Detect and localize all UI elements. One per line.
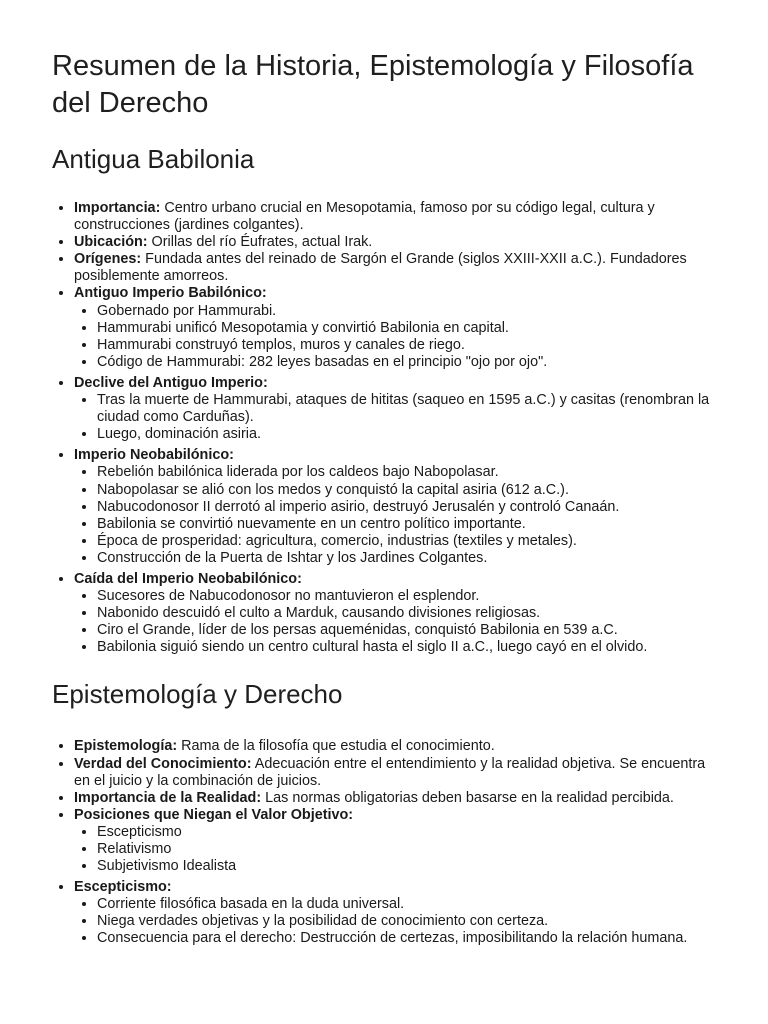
item-label: Verdad del Conocimiento:: [74, 755, 252, 772]
list-item: [74, 375, 722, 443]
sub-list-item: • Escepticismo: [97, 824, 722, 841]
document-page: [52, 48, 722, 952]
sub-list: [74, 303, 722, 371]
list-item: [74, 571, 722, 656]
sub-list-item: • Babilonia se convirtió nuevamente en un centro político importante.: [97, 516, 722, 533]
document-title: Resumen de la Historia, Epistemología y Filosofía del Derecho: [52, 50, 694, 119]
item-text: Adecuación entre el entendimiento y la realidad objetiva. Se encuentra en el juicio y la combinación de juicios.: [74, 755, 706, 789]
list-item: [74, 790, 722, 807]
list-item: [74, 251, 722, 285]
list-item: [74, 234, 722, 251]
item-label: Orígenes:: [74, 251, 142, 268]
list-item: [74, 285, 722, 370]
sub-list-item: • Hammurabi unificó Mesopotamia y convirtió Babilonia en capital.: [97, 320, 722, 337]
item-label: Imperio Neobabilónico:: [74, 447, 234, 464]
sub-list: [74, 588, 722, 656]
sub-list: [74, 464, 722, 567]
section-heading-epistemologia: Epistemología y Derecho: [52, 679, 343, 710]
section-heading-babilonia: Antigua Babilonia: [52, 144, 255, 174]
sub-list-item: • Gobernado por Hammurabi.: [97, 303, 722, 320]
sub-list: [74, 824, 722, 875]
item-label: Importancia:: [74, 200, 161, 216]
sub-list-item: • Babilonia siguió siendo un centro cultural hasta el siglo II a.C., luego cayó en el olvido.: [97, 639, 722, 656]
sub-list-item: • Subjetivismo Idealista: [97, 858, 722, 875]
item-label: Antiguo Imperio Babilónico:: [74, 285, 267, 302]
list-item: [74, 756, 722, 790]
item-text: Rama de la filosofía que estudia el conocimiento.: [177, 738, 495, 755]
sub-list-item: • Tras la muerte de Hammurabi, ataques de hititas (saqueo en 1595 a.C.) y casitas (renombran la ciudad como Carduñas).: [97, 392, 722, 426]
sub-list-item: • Corriente filosófica basada en la duda universal.: [97, 896, 722, 913]
sub-list-item: • Nabonido descuidó el culto a Marduk, causando divisiones religiosas.: [97, 605, 722, 622]
sub-list-item: • Luego, dominación asiria.: [97, 426, 722, 443]
epistemologia-list: [52, 738, 722, 947]
babilonia-list: [52, 200, 722, 656]
item-label: Importancia de la Realidad:: [74, 789, 262, 806]
sub-list: [74, 392, 722, 443]
item-label: Caída del Imperio Neobabilónico:: [74, 570, 302, 587]
list-item: [74, 879, 722, 947]
sub-list-item: • Consecuencia para el derecho: Destrucción de certezas, imposibilitando la relación humana.: [97, 930, 722, 947]
item-label: Declive del Antiguo Imperio:: [74, 374, 268, 391]
item-text: Las normas obligatorias deben basarse en la realidad percibida.: [261, 789, 674, 806]
list-item: [74, 447, 722, 567]
list-item: [74, 200, 722, 234]
sub-list-item: • Rebelión babilónica liderada por los caldeos bajo Nabopolasar.: [97, 464, 722, 481]
item-text: Fundada antes del reinado de Sargón el Grande (siglos XXIII-XXII a.C.). Fundadores posiblemente amorreos.: [74, 251, 687, 285]
list-item: [74, 807, 722, 875]
sub-list-item: • Nabopolasar se alió con los medos y conquistó la capital asiria (612 a.C.).: [97, 482, 722, 499]
item-text: Centro urbano crucial en Mesopotamia, famoso por su código legal, cultura y construcciones (jardines colgantes).: [74, 200, 655, 234]
sub-list-item: • Nabucodonosor II derrotó al imperio asirio, destruyó Jerusalén y controló Canaán.: [97, 499, 722, 516]
sub-list-item: • Sucesores de Nabucodonosor no mantuvieron el esplendor.: [97, 588, 722, 605]
item-label: Posiciones que Niegan el Valor Objetivo:: [74, 806, 354, 823]
sub-list-item: • Época de prosperidad: agricultura, comercio, industrias (textiles y metales).: [97, 533, 722, 550]
sub-list-item: • Hammurabi construyó templos, muros y canales de riego.: [97, 337, 722, 354]
item-label: Epistemología:: [74, 738, 178, 755]
sub-list-item: • Relativismo: [97, 841, 722, 858]
sub-list: [74, 896, 722, 947]
list-item: [74, 738, 722, 755]
sub-list-item: • Construcción de la Puerta de Ishtar y los Jardines Colgantes.: [97, 550, 722, 567]
sub-list-item: • Niega verdades objetivas y la posibilidad de conocimiento con certeza.: [97, 913, 722, 930]
sub-list-item: • Ciro el Grande, líder de los persas aqueménidas, conquistó Babilonia en 539 a.C.: [97, 622, 722, 639]
item-label: Ubicación:: [74, 234, 148, 251]
item-label: Escepticismo:: [74, 879, 172, 896]
sub-list-item: • Código de Hammurabi: 282 leyes basadas en el principio "ojo por ojo".: [97, 354, 722, 371]
item-text: Orillas del río Éufrates, actual Irak.: [147, 234, 373, 251]
